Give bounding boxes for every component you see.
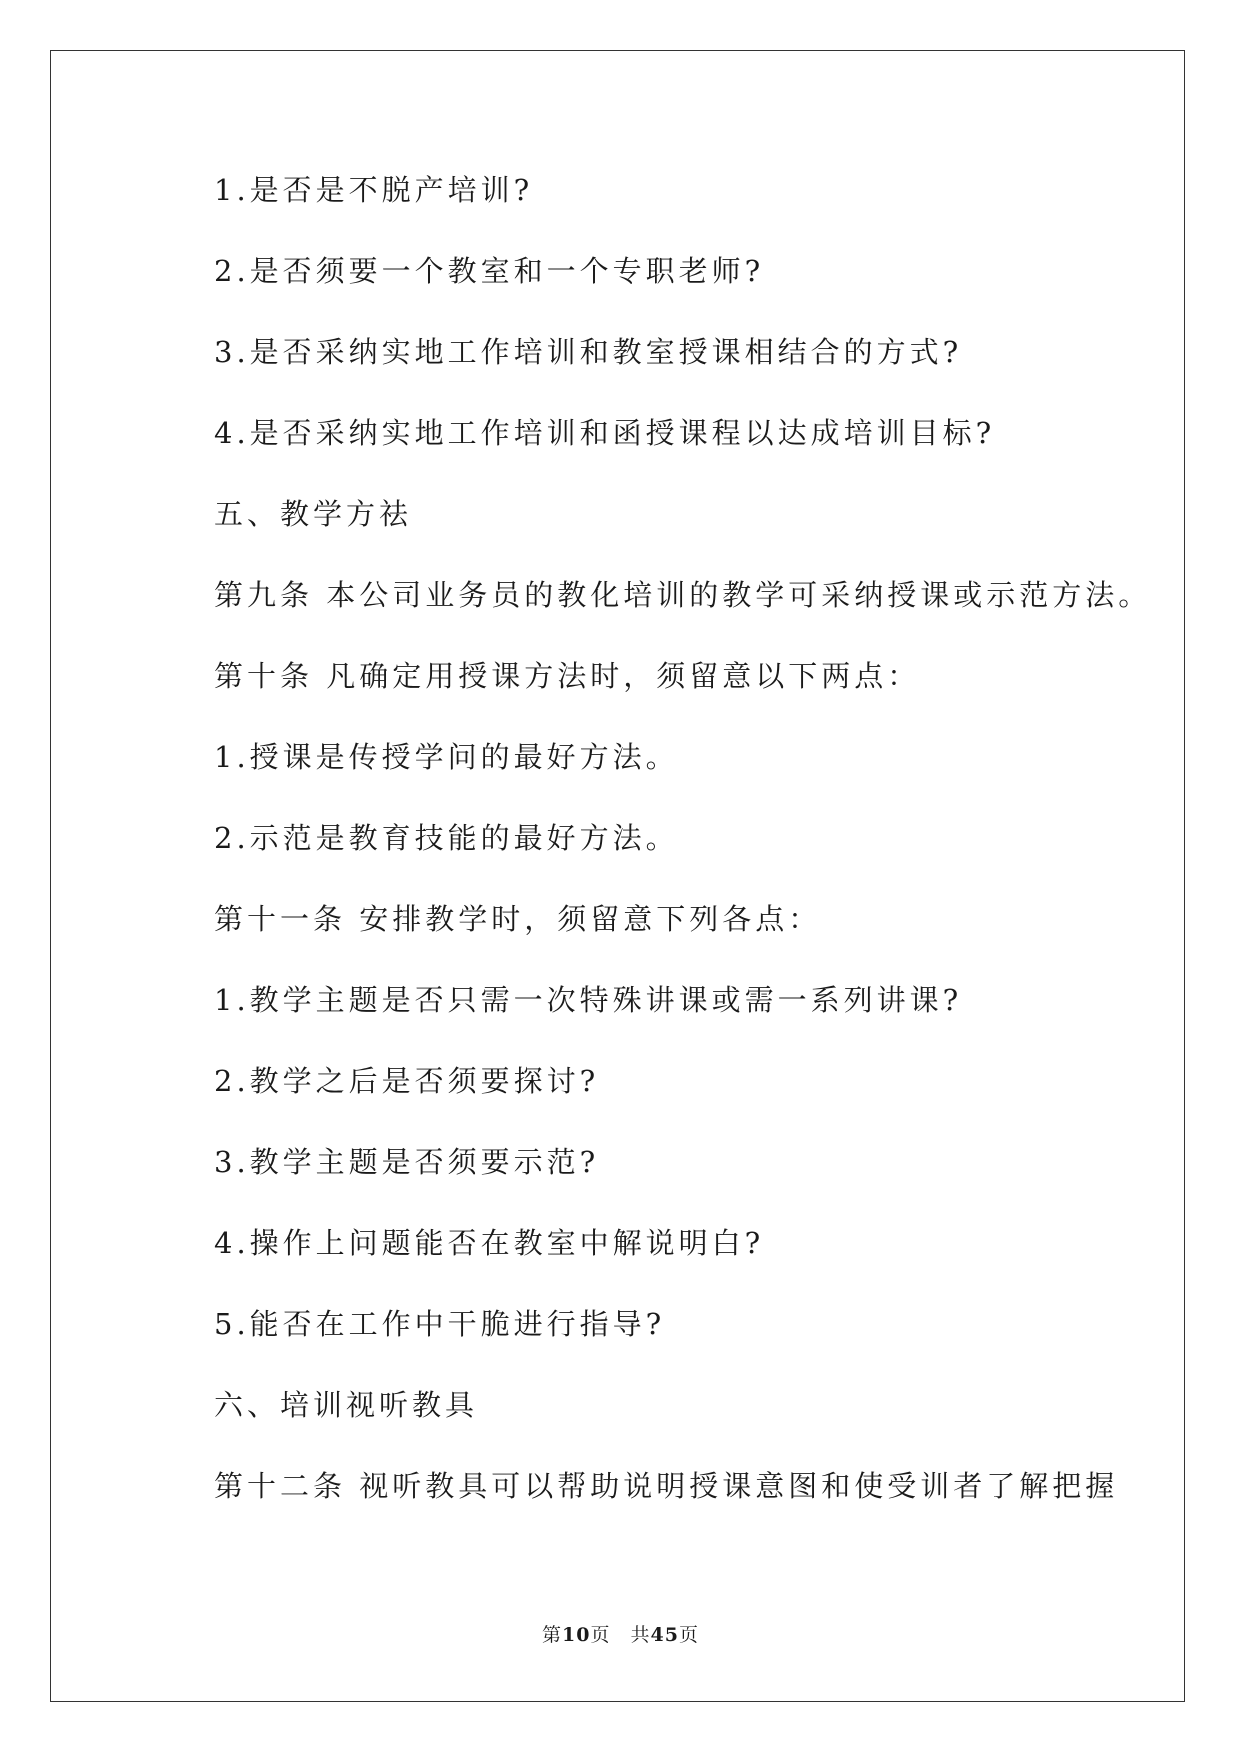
document-body — [214, 172, 1152, 1549]
article-paragraph: 第十一条 安排教学时，须留意下列各点： — [214, 902, 822, 936]
list-item: 2.是否须要一个教室和一个专职老师? — [214, 254, 765, 288]
list-item: 3.是否采纳实地工作培训和教室授课相结合的方式? — [214, 335, 963, 369]
total-pages-number: 45 — [650, 1624, 679, 1646]
list-item: 4.是否采纳实地工作培训和函授课程以达成培训目标? — [214, 416, 996, 450]
list-item: 1.教学主题是否只需一次特殊讲课或需一系列讲课? — [214, 983, 963, 1017]
page-prefix: 第 — [542, 1624, 563, 1646]
page-footer — [0, 1620, 1241, 1647]
current-page-number: 10 — [562, 1624, 591, 1646]
section-heading: 五、教学方祛 — [214, 497, 413, 531]
list-item: 1.是否是不脱产培训? — [214, 173, 534, 207]
article-paragraph: 第九条 本公司业务员的教化培训的教学可采纳授课或示范方法。 — [214, 578, 1152, 612]
list-item: 5.能否在工作中干脆进行指导? — [214, 1307, 666, 1341]
total-suffix: 页 — [678, 1624, 699, 1646]
total-prefix: 共 — [630, 1624, 651, 1646]
list-item: 1.授课是传授学问的最好方法。 — [214, 740, 679, 774]
list-item: 2.示范是教育技能的最好方法。 — [214, 821, 679, 855]
list-item: 3.教学主题是否须要示范? — [214, 1145, 600, 1179]
list-item: 2.教学之后是否须要探讨? — [214, 1064, 600, 1098]
section-heading: 六、培训视听教具 — [214, 1388, 479, 1422]
article-paragraph: 第十二条 视听教具可以帮助说明授课意图和使受训者了解把握 — [214, 1469, 1119, 1503]
page-suffix: 页 — [590, 1624, 611, 1646]
list-item: 4.操作上问题能否在教室中解说明白? — [214, 1226, 765, 1260]
article-paragraph: 第十条 凡确定用授课方法时，须留意以下两点： — [214, 659, 921, 693]
